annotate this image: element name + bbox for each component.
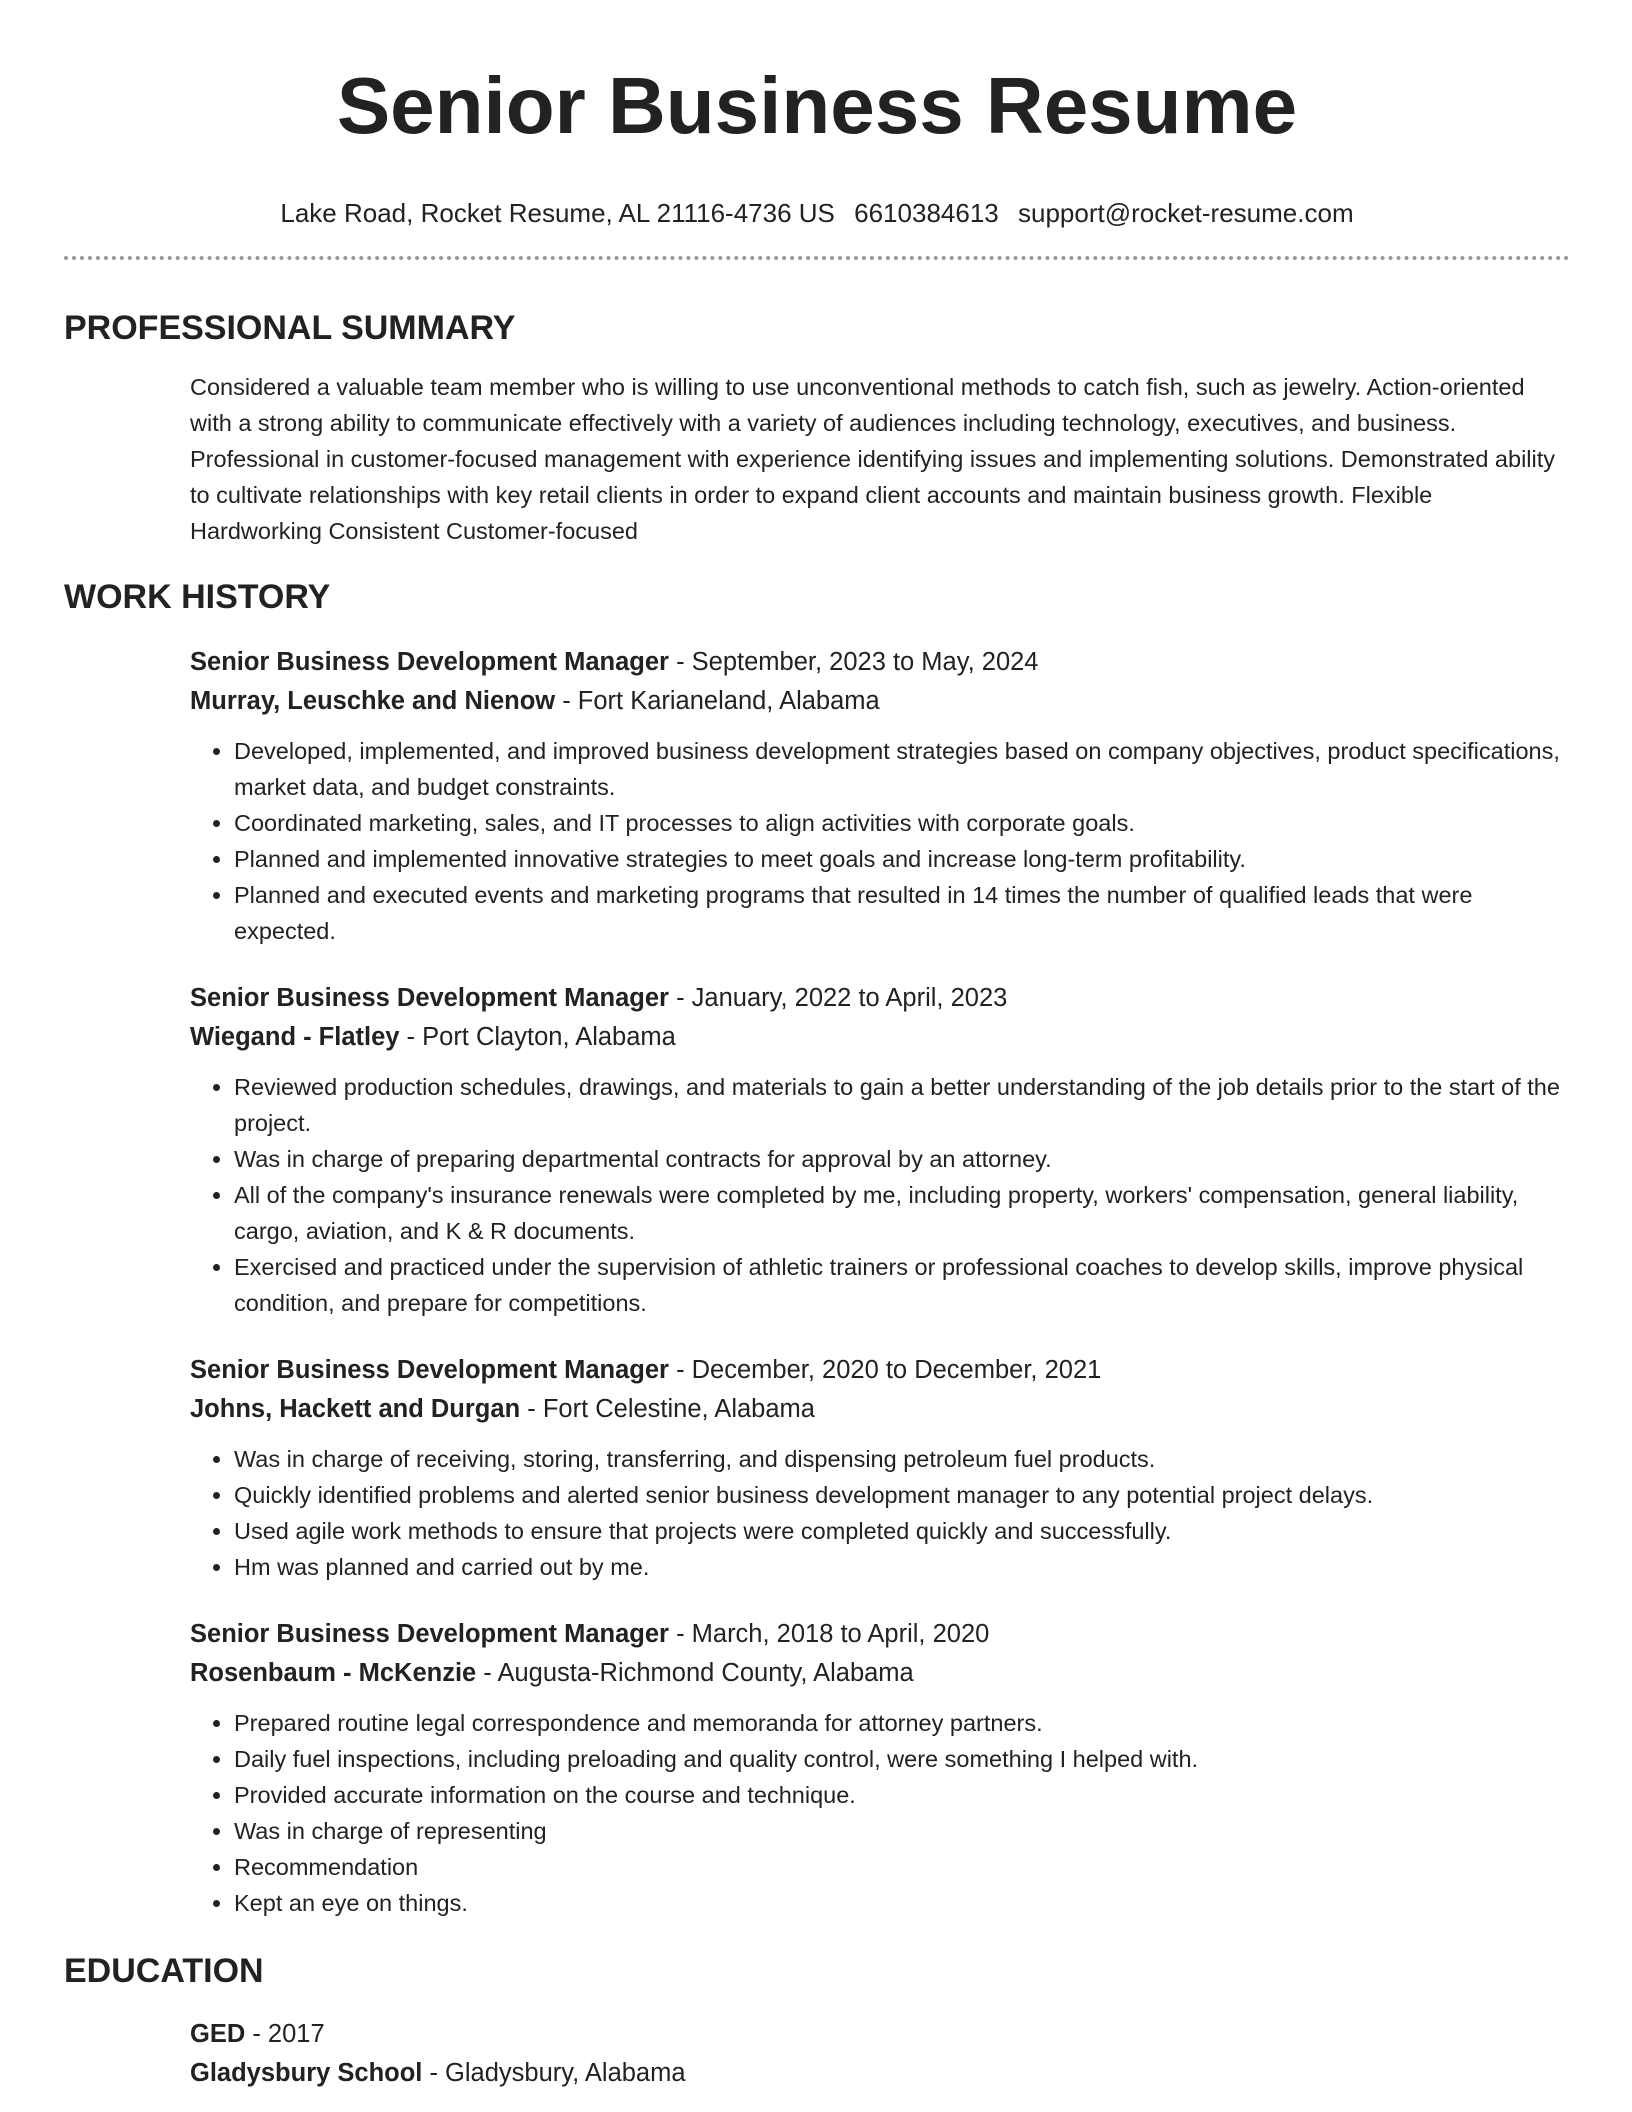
list-item: • Reviewed production schedules, drawings, and materials to gain a better understanding of the job details prior to the start of the project. (234, 1069, 1570, 1141)
job-bullets (190, 1441, 1570, 1585)
list-item: • Recommendation (234, 1849, 1570, 1885)
education-degree: GED (190, 2020, 246, 2048)
education-heading: EDUCATION (64, 1952, 264, 1990)
list-item: • Was in charge of receiving, storing, transferring, and dispensing petroleum fuel products. (234, 1441, 1570, 1477)
list-item: • Exercised and practiced under the supervision of athletic trainers or professional coaches to develop skills, improve physical condition, and prepare for competitions. (234, 1249, 1570, 1321)
job-company: Johns, Hackett and Durgan (190, 1395, 521, 1423)
job-entry-2 (190, 979, 1570, 1321)
contact-phone: 6610384613 (854, 198, 999, 228)
list-item: • Kept an eye on things. (234, 1885, 1570, 1921)
job-role-line (190, 643, 1570, 682)
list-item: • Was in charge of representing (234, 1813, 1570, 1849)
job-dates: - March, 2018 to April, 2020 (668, 1620, 990, 1648)
job-bullets (190, 1705, 1570, 1921)
job-bullets (190, 1069, 1570, 1321)
job-role-line (190, 979, 1570, 1018)
list-item: • Daily fuel inspections, including preloading and quality control, were something I helped with. (234, 1741, 1570, 1777)
list-item: • Used agile work methods to ensure that projects were completed quickly and successfully. (234, 1513, 1570, 1549)
job-entry-4 (190, 1615, 1570, 1921)
job-bullets (190, 733, 1570, 949)
list-item: • Developed, implemented, and improved business development strategies based on company objectives, product specifications, market data, and budget constraints. (234, 733, 1570, 805)
job-role-line (190, 1351, 1570, 1390)
job-role: Senior Business Development Manager (190, 1356, 669, 1384)
job-dates: - September, 2023 to May, 2024 (668, 648, 1039, 676)
contact-email: support@rocket-resume.com (1017, 198, 1354, 228)
education-school: Gladysbury School (190, 2059, 423, 2087)
job-company: Murray, Leuschke and Nienow (190, 687, 556, 715)
job-company-line (190, 1654, 1570, 1693)
list-item: • Coordinated marketing, sales, and IT processes to align activities with corporate goals. (234, 805, 1570, 841)
job-company: Rosenbaum - McKenzie (190, 1659, 477, 1687)
job-role: Senior Business Development Manager (190, 648, 669, 676)
job-company-line (190, 1390, 1570, 1429)
list-item: • Was in charge of preparing departmental contracts for approval by an attorney. (234, 1141, 1570, 1177)
job-company: Wiegand - Flatley (190, 1023, 400, 1051)
list-item: • Provided accurate information on the course and technique. (234, 1777, 1570, 1813)
job-role: Senior Business Development Manager (190, 1620, 669, 1648)
job-dates: - January, 2022 to April, 2023 (668, 984, 1008, 1012)
summary-text: Considered a valuable team member who is willing to use unconventional methods to catch fish, such as jewelry. Action-oriented with a strong ability to communicate effectively with a variety of audiences including technology, executives, and business. Professional in customer-focused management with experience identifying issues and implementing solutions. Demonstrated ability to cultivate relationships with key retail clients in order to expand client accounts and maintain business growth. Flexible Hardworking Consistent Customer-focused (190, 374, 1556, 544)
contact-line (64, 196, 1570, 230)
contact-address: Lake Road, Rocket Resume, AL 21116-4736 US (280, 198, 835, 228)
list-item: • Hm was planned and carried out by me. (234, 1549, 1570, 1585)
list-item: • Quickly identified problems and alerted senior business development manager to any potential project delays. (234, 1477, 1570, 1513)
work-history-heading: WORK HISTORY (64, 578, 331, 616)
job-dates: - December, 2020 to December, 2021 (668, 1356, 1102, 1384)
job-location: - Fort Celestine, Alabama (520, 1395, 815, 1423)
education-year: - 2017 (245, 2020, 325, 2048)
job-location: - Port Clayton, Alabama (399, 1023, 676, 1051)
summary-heading: PROFESSIONAL SUMMARY (64, 309, 516, 347)
list-item: • Planned and implemented innovative strategies to meet goals and increase long-term profitability. (234, 841, 1570, 877)
header-divider (64, 256, 1570, 260)
job-role-line (190, 1615, 1570, 1654)
education-degree-line (190, 2015, 1570, 2054)
job-entry-3 (190, 1351, 1570, 1585)
education-school-line (190, 2054, 1570, 2093)
list-item: • Planned and executed events and marketing programs that resulted in 14 times the number of qualified leads that were expected. (234, 877, 1570, 949)
list-item: • All of the company's insurance renewals were completed by me, including property, workers' compensation, general liability, cargo, aviation, and K & R documents. (234, 1177, 1570, 1249)
job-company-line (190, 1018, 1570, 1057)
job-location: - Augusta-Richmond County, Alabama (476, 1659, 914, 1687)
job-company-line (190, 682, 1570, 721)
education-location: - Gladysbury, Alabama (422, 2059, 686, 2087)
job-location: - Fort Karianeland, Alabama (555, 687, 880, 715)
education-entry (190, 2015, 1570, 2093)
job-entry-1 (190, 643, 1570, 949)
list-item: • Prepared routine legal correspondence and memoranda for attorney partners. (234, 1705, 1570, 1741)
job-role: Senior Business Development Manager (190, 984, 669, 1012)
resume-title: Senior Business Resume (336, 61, 1298, 150)
